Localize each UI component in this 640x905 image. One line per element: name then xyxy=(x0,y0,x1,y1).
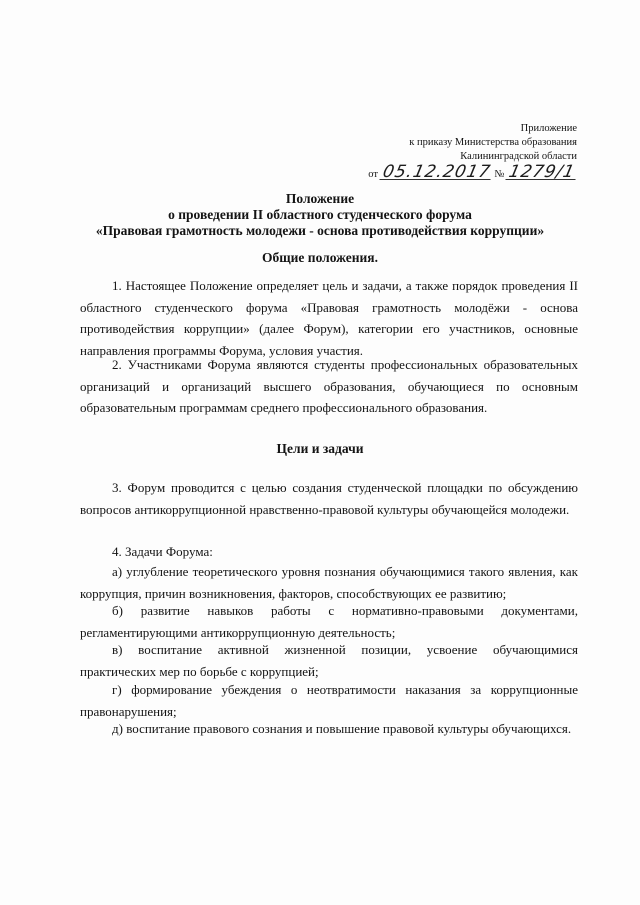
paragraph-2: 2. Участниками Форума являются студенты профессиональных образовательных организаций и организаций высшего образования, обучающиеся по основным образовательным программам среднего профессионального образования. xyxy=(80,357,578,415)
title-line-2: о проведении II областного студенческого форума xyxy=(168,207,472,222)
appendix-block xyxy=(317,122,577,182)
handwritten-number: 1279/1 xyxy=(507,162,578,182)
task-item-d: г) формирование убеждения о неотвратимости наказания за коррупционные правонарушения; xyxy=(80,682,578,719)
task-item-c: в) воспитание активной жизненной позиции, усвоение обучающимися практических мер по борьбе с коррупцией; xyxy=(80,642,578,679)
date-prefix: от xyxy=(368,169,378,180)
appendix-dateline xyxy=(317,162,578,182)
appendix-region: Калининградской области xyxy=(460,151,577,162)
task-item-a: а) углубление теоретического уровня познания обучающимися такого явления, как коррупция, причин возникновения, факторов, способствующих ее развитию; xyxy=(80,564,578,601)
document-title xyxy=(80,191,560,239)
title-line-1: Положение xyxy=(285,191,355,206)
appendix-title: Приложение xyxy=(520,123,577,134)
paragraph-4: 4. Задачи Форума: xyxy=(112,544,213,559)
handwritten-date: 05.12.2017 xyxy=(380,162,493,182)
paragraph-1: 1. Настоящее Положение определяет цель и задачи, а также порядок проведения II областного студенческого форума «Правовая грамотность молодёжи - основа противодействия коррупции» (далее Форум), категории его участников, основные направления программы Форума, условия участия. xyxy=(80,278,578,358)
section-heading-goals: Цели и задачи xyxy=(276,441,364,456)
section-heading-general: Общие положения. xyxy=(262,250,378,265)
paragraph-3: 3. Форум проводится с целью создания студенческой площадки по обсуждению вопросов антикоррупционной нравственно-правовой культуры обучающейся молодежи. xyxy=(80,480,578,517)
appendix-order-ref: к приказу Министерства образования xyxy=(409,137,577,148)
number-prefix: № xyxy=(494,169,505,180)
task-item-b: б) развитие навыков работы с нормативно-правовыми документами, регламентирующими антикоррупционную деятельность; xyxy=(80,603,578,640)
task-item-e: д) воспитание правового сознания и повышение правовой культуры обучающихся. xyxy=(112,721,572,736)
title-line-3: «Правовая грамотность молодежи - основа противодействия коррупции» xyxy=(95,223,545,238)
